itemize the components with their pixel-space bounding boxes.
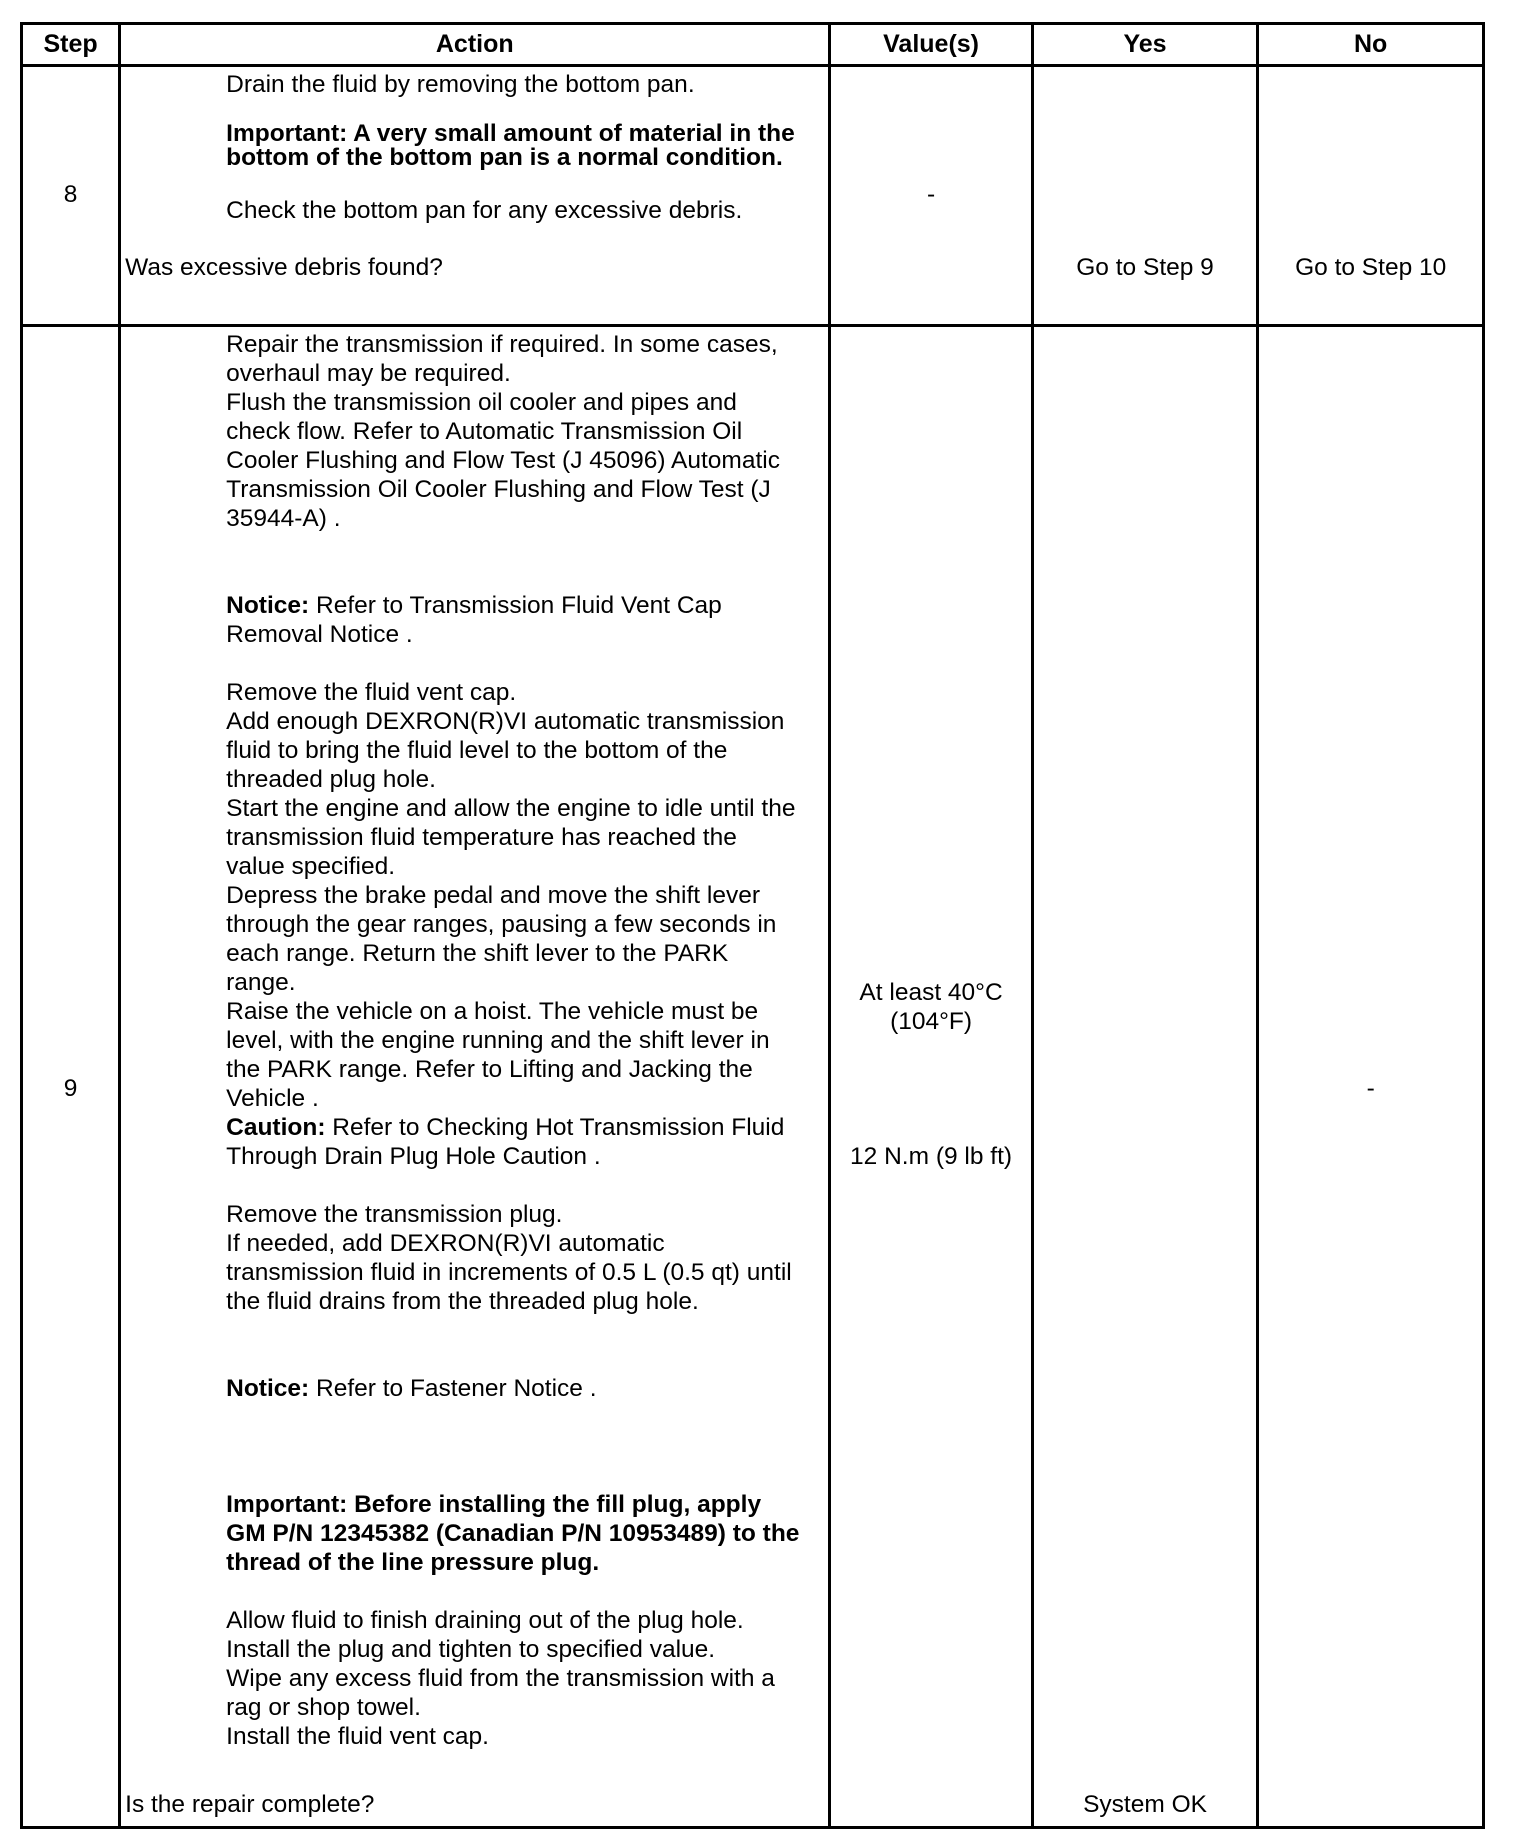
action-text: each range. Return the shift lever to the PARK (226, 940, 729, 967)
value-cell (830, 66, 1032, 326)
caution-label: Caution: (226, 1114, 326, 1141)
value-text: (104°F) (890, 1008, 973, 1035)
notice-text (226, 591, 722, 620)
action-text: Add enough DEXRON(R)VI automatic transmission (226, 708, 785, 735)
action-text: level, with the engine running and the shift lever in (226, 1027, 770, 1054)
action-text: range. (226, 969, 296, 996)
action-text: Wipe any excess fluid from the transmission with a (226, 1665, 775, 1692)
question-text: Is the repair complete? (125, 1791, 375, 1818)
action-text: transmission fluid temperature has reached the (226, 824, 737, 851)
caution-body: Refer to Checking Hot Transmission Fluid (325, 1114, 785, 1141)
no-cell (1258, 66, 1484, 326)
notice-label: Notice: (226, 1375, 310, 1402)
value-cell (830, 326, 1032, 1828)
yes-text: System OK (1083, 1791, 1207, 1818)
action-text: threaded plug hole. (226, 766, 436, 793)
action-text: overhaul may be required. (226, 360, 511, 387)
yes-cell (1032, 326, 1258, 1828)
action-text: If needed, add DEXRON(R)VI automatic (226, 1230, 665, 1257)
no-text: Go to Step 10 (1295, 254, 1447, 281)
value-text: 12 N.m (9 lb ft) (850, 1143, 1013, 1170)
action-text: Start the engine and allow the engine to idle until the (226, 795, 796, 822)
table-row (22, 66, 1484, 326)
step-cell (22, 66, 120, 326)
caution-text: Through Drain Plug Hole Caution . (226, 1143, 601, 1170)
caution-text (226, 1113, 784, 1142)
header-action: Action (120, 24, 830, 66)
table-row (22, 326, 1484, 1828)
action-text: Install the fluid vent cap. (226, 1723, 489, 1750)
action-text: 35944-A) . (226, 505, 341, 532)
step-number: 9 (63, 1075, 78, 1102)
action-text: Raise the vehicle on a hoist. The vehicle must be (226, 998, 759, 1025)
action-text: Remove the transmission plug. (226, 1201, 563, 1228)
header-step: Step (22, 24, 120, 66)
no-cell (1258, 326, 1484, 1828)
action-text: fluid to bring the fluid level to the bottom of the (226, 737, 728, 764)
important-text: Important: A very small amount of material in the (226, 120, 795, 147)
action-text: Transmission Oil Cooler Flushing and Flow Test (J (226, 476, 771, 503)
important-text: GM P/N 12345382 (Canadian P/N 10953489) to the (226, 1520, 800, 1547)
action-text: Depress the brake pedal and move the shift lever (226, 882, 760, 909)
value-text: At least 40°C (859, 979, 1003, 1006)
action-text: Repair the transmission if required. In some cases, (226, 331, 778, 358)
action-text: check flow. Refer to Automatic Transmission Oil (226, 418, 743, 445)
action-text: value specified. (226, 853, 396, 880)
action-text: Drain the fluid by removing the bottom pan. (226, 71, 695, 98)
action-text: the fluid drains from the threaded plug hole. (226, 1288, 699, 1315)
notice-text: Removal Notice . (226, 621, 413, 648)
action-cell (120, 66, 830, 326)
action-text: transmission fluid in increments of 0.5 L (0.5 qt) until (226, 1259, 792, 1286)
important-text: bottom of the bottom pan is a normal condition. (226, 144, 783, 171)
action-text: through the gear ranges, pausing a few seconds in (226, 911, 777, 938)
action-text: the PARK range. Refer to Lifting and Jacking the (226, 1056, 753, 1083)
notice-body: Refer to Transmission Fluid Vent Cap (309, 592, 722, 619)
action-text: Allow fluid to finish draining out of the plug hole. (226, 1607, 744, 1634)
no-text: - (1366, 1075, 1375, 1102)
notice-body: Refer to Fastener Notice . (309, 1375, 597, 1402)
step-number: 8 (63, 181, 78, 208)
header-yes: Yes (1032, 24, 1258, 66)
diagnostic-table (20, 22, 1485, 1829)
yes-cell (1032, 66, 1258, 326)
action-text: Check the bottom pan for any excessive debris. (226, 197, 743, 224)
action-cell (120, 326, 830, 1828)
important-text: Important: Before installing the fill plug, apply (226, 1491, 762, 1518)
action-text: Vehicle . (226, 1085, 319, 1112)
action-text: Flush the transmission oil cooler and pipes and (226, 389, 737, 416)
question-text: Was excessive debris found? (125, 254, 443, 281)
action-text: Install the plug and tighten to specified value. (226, 1636, 716, 1663)
value-text: - (926, 181, 936, 208)
action-text: rag or shop towel. (226, 1694, 421, 1721)
notice-label: Notice: (226, 592, 310, 619)
step-cell (22, 326, 120, 1828)
header-no: No (1258, 24, 1484, 66)
notice-text (226, 1374, 596, 1403)
header-values: Value(s) (830, 24, 1032, 66)
header-row (22, 24, 1484, 66)
action-text: Cooler Flushing and Flow Test (J 45096) Automatic (226, 447, 780, 474)
action-text: Remove the fluid vent cap. (226, 679, 517, 706)
important-text: thread of the line pressure plug. (226, 1549, 600, 1576)
yes-text: Go to Step 9 (1076, 254, 1214, 281)
